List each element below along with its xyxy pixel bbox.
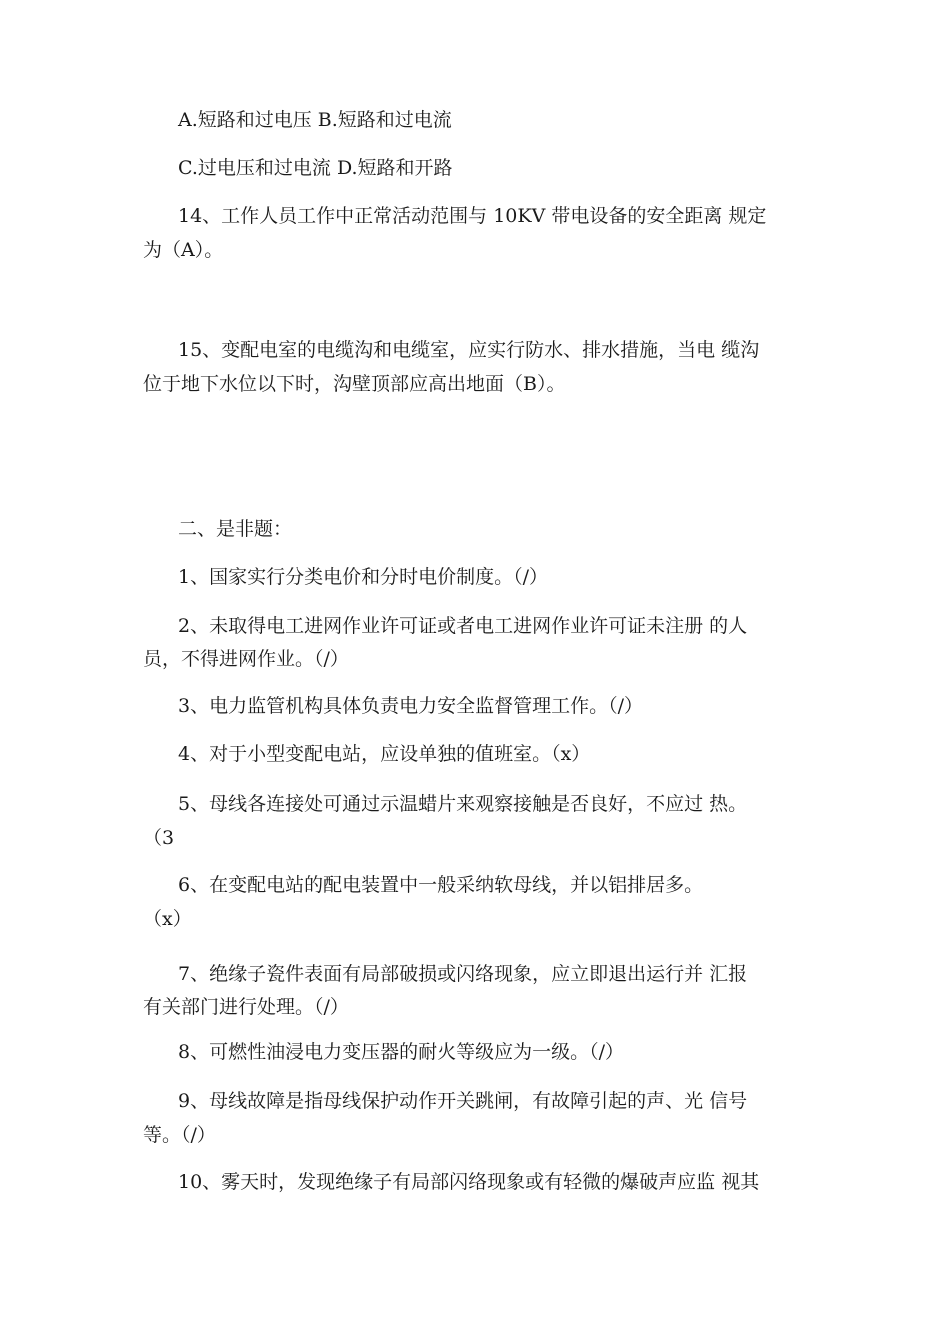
tf-item-1: 1、国家实行分类电价和分时电价制度。（/） (178, 566, 548, 588)
tf-item-8: 8、可燃性油浸电力变压器的耐火等级应为一级。（/） (178, 1041, 624, 1063)
tf-item-3: 3、电力监管机构具体负责电力安全监督管理工作。（/） (178, 695, 643, 717)
question-14-line-2: 为（A）。 (143, 239, 224, 261)
option-line-c-d: C.过电压和过电流 D.短路和开路 (178, 157, 453, 179)
question-15-line-1: 15、变配电室的电缆沟和电缆室，应实行防水、排水措施，当电 缆沟 (178, 339, 760, 361)
tf-item-2-line-2: 员，不得进网作业。（/） (143, 648, 349, 670)
tf-item-9-line-2: 等。（/） (143, 1124, 216, 1146)
tf-item-7-line-1: 7、绝缘子瓷件表面有局部破损或闪络现象，应立即退出运行并 汇报 (178, 963, 748, 985)
tf-item-5-line-1: 5、母线各连接处可通过示温蜡片来观察接触是否良好，不应过 热。 (178, 793, 748, 815)
tf-item-9-line-1: 9、母线故障是指母线保护动作开关跳闸，有故障引起的声、光 信号 (178, 1090, 748, 1112)
tf-item-2-line-1: 2、未取得电工进网作业许可证或者电工进网作业许可证未注册 的人 (178, 615, 748, 637)
tf-item-7-line-2: 有关部门进行处理。（/） (143, 996, 349, 1018)
tf-item-10-line-1: 10、雾天时，发现绝缘子有局部闪络现象或有轻微的爆破声应监 视其 (178, 1171, 760, 1193)
tf-item-4: 4、对于小型变配电站，应设单独的值班室。（x） (178, 743, 591, 765)
tf-item-6-line-1: 6、在变配电站的配电装置中一般采纳软母线，并以铝排居多。 (178, 874, 704, 896)
section-heading-true-false: 二、是非题： (178, 518, 293, 540)
option-line-a-b: A.短路和过电压 B.短路和过电流 (178, 109, 452, 131)
question-15-line-2: 位于地下水位以下时，沟壁顶部应高出地面（B）。 (143, 373, 566, 395)
tf-item-6-line-2: （x） (143, 908, 192, 930)
tf-item-5-line-2: （3 (143, 827, 175, 849)
question-14-line-1: 14、工作人员工作中正常活动范围与 10KV 带电设备的安全距离 规定 (178, 205, 767, 227)
